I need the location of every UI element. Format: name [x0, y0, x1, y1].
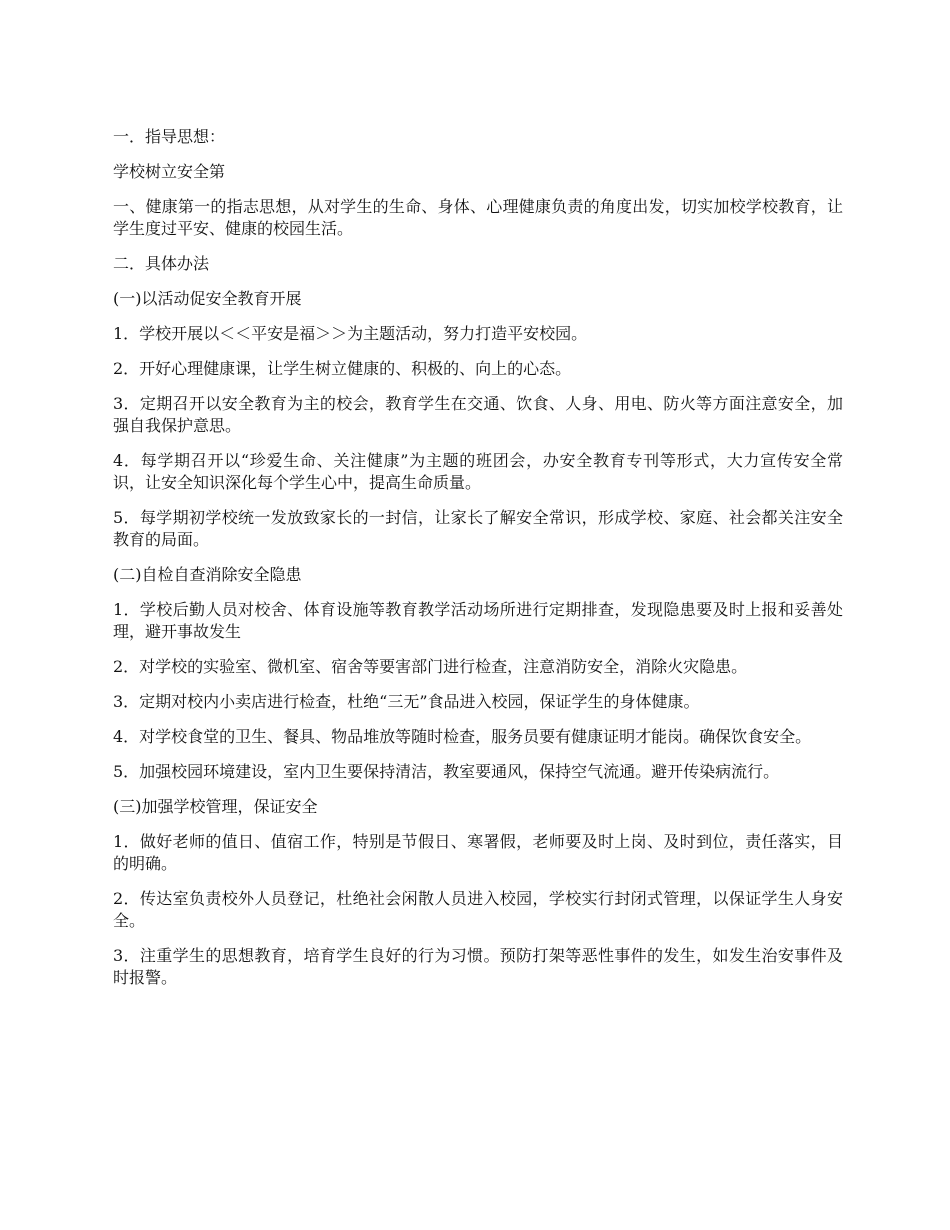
- list-item: 1．学校后勤人员对校舍、体育设施等教育教学活动场所进行定期排查，发现隐患要及时上报和妥善处理，避开事故发生: [113, 600, 843, 641]
- subsection-heading-management: (三)加强学校管理，保证安全: [113, 797, 318, 816]
- list-item: 1．做好老师的值日、值宿工作，特别是节假日、寒署假，老师要及时上岗、及时到位，责任落实，目的明确。: [113, 832, 843, 873]
- list-item: 1．学校开展以＜＜平安是福＞＞为主题活动，努力打造平安校园。: [113, 324, 588, 343]
- subsection-heading-activities: (一)以活动促安全教育开展: [113, 289, 302, 308]
- paragraph: 一、健康第一的指志思想，从对学生的生命、身体、心理健康负责的角度出发，切实加校学校教育，让学生度过平安、健康的校园生活。: [113, 197, 843, 238]
- list-item: 3．定期对校内小卖店进行检查，杜绝“三无”食品进入校园，保证学生的身体健康。: [113, 692, 700, 711]
- list-item: 4．每学期召开以“珍爱生命、关注健康”为主题的班团会，办安全教育专刊等形式，大力宣传安全常识，让安全知识深化每个学生心中，提高生命质量。: [113, 451, 843, 492]
- list-item: 5．加强校园环境建设，室内卫生要保持清洁，教室要通风，保持空气流通。避开传染病流行。: [113, 762, 780, 781]
- section-heading-specific-measures: 二．具体办法: [113, 254, 210, 273]
- section-heading-guiding-ideology: 一．指导思想：: [113, 127, 226, 146]
- list-item: 5．每学期初学校统一发放致家长的一封信，让家长了解安全常识，形成学校、家庭、社会都关注安全教育的局面。: [113, 508, 843, 549]
- list-item: 4．对学校食堂的卫生、餐具、物品堆放等随时检查，服务员要有健康证明才能岗。确保饮食安全。: [113, 727, 812, 746]
- list-item: 2．传达室负责校外人员登记，杜绝社会闲散人员进入校园，学校实行封闭式管理，以保证学生人身安全。: [113, 889, 843, 930]
- list-item: 2．开好心理健康课，让学生树立健康的、积极的、向上的心态。: [113, 359, 572, 378]
- list-item: 2．对学校的实验室、微机室、宿舍等要害部门进行检查，注意消防安全，消除火灾隐患。: [113, 657, 748, 676]
- paragraph: 学校树立安全第: [113, 162, 226, 181]
- subsection-heading-self-inspection: (二)自检自查消除安全隐患: [113, 565, 302, 584]
- document-body: [113, 126, 843, 1002]
- list-item: 3．注重学生的思想教育，培育学生良好的行为习惯。预防打架等恶性事件的发生，如发生治安事件及时报警。: [113, 946, 843, 987]
- list-item: 3．定期召开以安全教育为主的校会，教育学生在交通、饮食、人身、用电、防火等方面注意安全，加强自我保护意思。: [113, 394, 843, 435]
